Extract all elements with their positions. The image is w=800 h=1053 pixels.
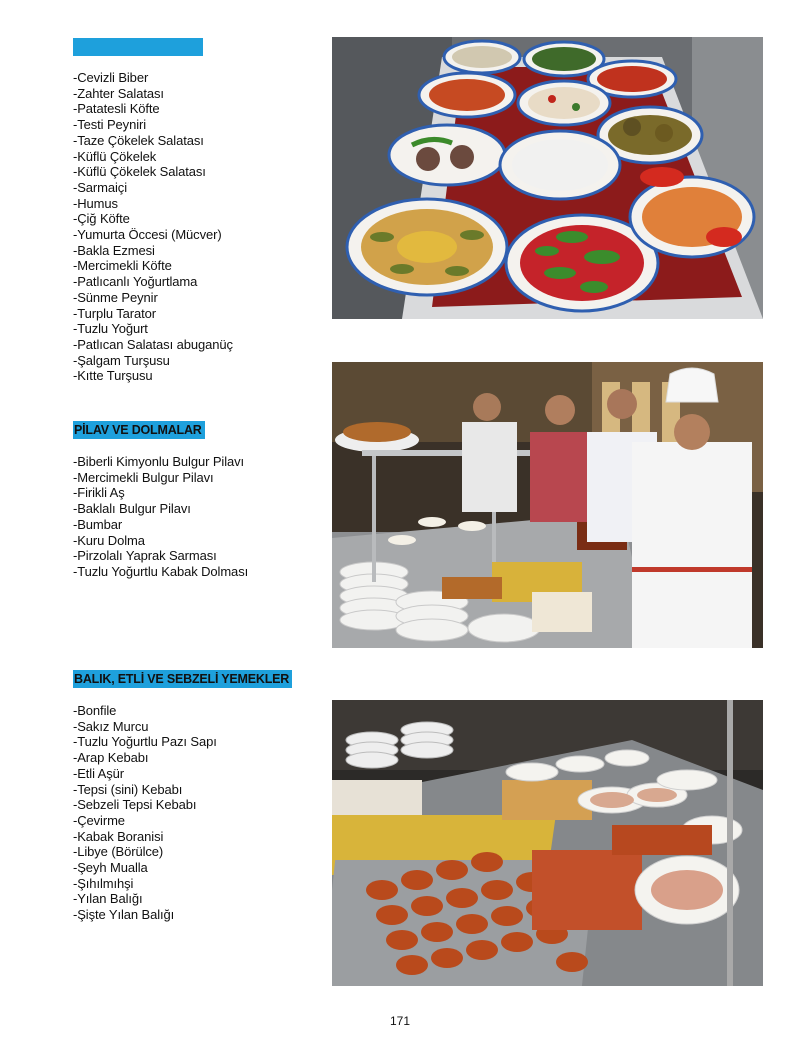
- section-pilaf-dolma: [73, 421, 248, 580]
- list-item: -Kuru Dolma: [73, 532, 145, 548]
- list-item: -Şeyh Mualla: [73, 860, 148, 876]
- list-item: -Sünme Peynir: [73, 289, 158, 305]
- list-item: -Patlıcan Salatası abuganüç: [73, 336, 233, 352]
- list-item: -Cevizli Biber: [73, 70, 149, 85]
- list-item: -Firikli Aş: [73, 485, 125, 501]
- photo-steam-table: [332, 700, 763, 986]
- list-item: -Biberli Kimyonlu Bulgur Pilavı: [73, 454, 245, 469]
- list-item: -Bakla Ezmesi: [73, 242, 155, 258]
- list-item: -Testi Peyniri: [73, 117, 147, 133]
- list-item: -Şişte Yılan Balığı: [73, 907, 175, 923]
- list-item: -Bumbar: [73, 516, 123, 532]
- list-item: -Pirzolalı Yaprak Sarması: [73, 548, 217, 564]
- list-item: -Sakız Murcu: [73, 718, 149, 734]
- list-item: -Sebzeli Tepsi Kebabı: [73, 797, 197, 813]
- section-heading-bar: [73, 38, 203, 56]
- list-item: -Çiğ Köfte: [73, 211, 130, 227]
- list-item: -Tuzlu Yoğurt: [73, 321, 148, 337]
- list-item: -Bonfile: [73, 703, 117, 718]
- list-item: -Kıtte Turşusu: [73, 368, 153, 384]
- list-item: -Baklalı Bulgur Pilavı: [73, 501, 191, 517]
- list-item: -Şalgam Turşusu: [73, 352, 170, 368]
- list-item: -Arap Kebabı: [73, 750, 149, 766]
- main-dish-list: [73, 703, 292, 923]
- list-item: -Tuzlu Yoğurtlu Pazı Sapı: [73, 734, 217, 750]
- appetizer-list: [73, 70, 233, 384]
- section-appetizers: [73, 38, 233, 384]
- list-item: -Şıhılmıhşi: [73, 875, 134, 891]
- section-main-dishes: [73, 670, 292, 923]
- list-item: -Mercimekli Bulgur Pilavı: [73, 469, 214, 485]
- list-item: -Humus: [73, 195, 118, 211]
- list-item: -Turplu Tarator: [73, 305, 157, 321]
- list-item: -Sarmaiçi: [73, 179, 127, 195]
- pilaf-list: [73, 454, 248, 580]
- list-item: -Tepsi (sini) Kebabı: [73, 781, 183, 797]
- photo-meze-plates: [332, 37, 763, 319]
- list-item: -Küflü Çökelek Salatası: [73, 164, 206, 180]
- list-item: -Yumurta Öccesi (Mücver): [73, 227, 222, 243]
- list-item: -Yılan Balığı: [73, 891, 143, 907]
- page-number: 171: [389, 1014, 411, 1028]
- list-item: -Küflü Çökelek: [73, 148, 157, 164]
- list-item: -Tuzlu Yoğurtlu Kabak Dolması: [73, 563, 249, 579]
- list-item: -Patlıcanlı Yoğurtlama: [73, 274, 198, 290]
- photo-chefs-buffet: [332, 362, 763, 648]
- list-item: -Etli Aşür: [73, 765, 125, 781]
- section-heading: PİLAV VE DOLMALAR: [73, 421, 205, 439]
- list-item: -Mercimekli Köfte: [73, 258, 172, 274]
- list-item: -Zahter Salatası: [73, 85, 164, 101]
- list-item: -Kabak Boranisi: [73, 828, 164, 844]
- list-item: -Taze Çökelek Salatası: [73, 132, 204, 148]
- section-heading: BALIK, ETLİ VE SEBZELİ YEMEKLER: [73, 670, 292, 688]
- list-item: -Libye (Börülce): [73, 844, 164, 860]
- list-item: -Patatesli Köfte: [73, 101, 160, 117]
- list-item: -Çevirme: [73, 812, 125, 828]
